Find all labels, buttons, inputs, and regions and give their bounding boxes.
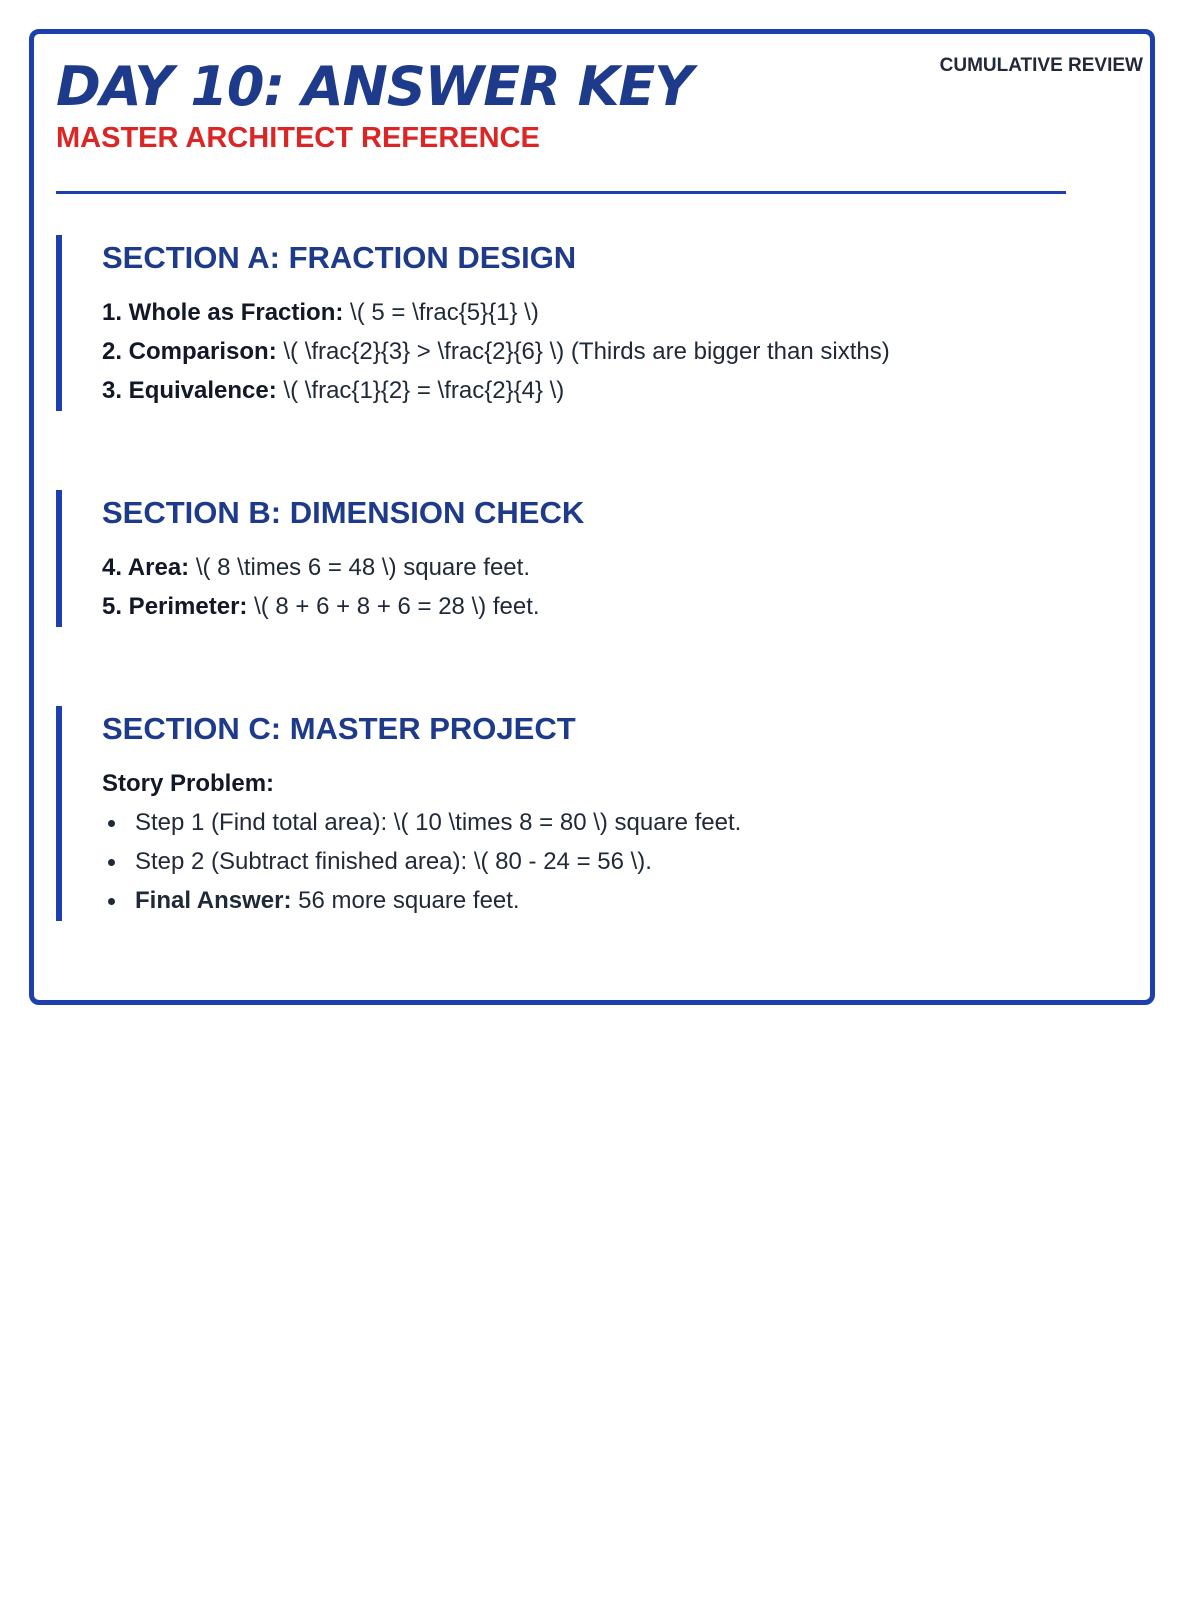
section-a (56, 235, 1066, 411)
page-title: DAY 10: ANSWER KEY (56, 55, 693, 118)
section-a-title: SECTION A: FRACTION DESIGN (102, 240, 577, 275)
step-2 (102, 842, 1066, 881)
bullet-dot-icon (108, 898, 115, 905)
story-problem-label-text: Story Problem: (102, 770, 275, 797)
answer-2-text: \( \frac{2}{3} > \frac{2}{6} \) (Thirds are bigger than sixths) (276, 338, 890, 365)
answer-4-label: 4. Area: (102, 554, 190, 581)
bullet-dot-icon (108, 859, 115, 866)
section-b (56, 490, 1066, 627)
answer-2-label: 2. Comparison: (102, 338, 277, 365)
page-header (56, 55, 1066, 155)
final-answer-label: Final Answer: (135, 887, 292, 914)
step-1-text: Step 1 (Find total area): \( 10 \times 8 = 80 \) square feet. (135, 809, 742, 836)
section-c (56, 706, 1066, 921)
bullet-dot-icon (108, 820, 115, 827)
answer-1 (102, 293, 1066, 332)
answer-3-text: \( \frac{1}{2} = \frac{2}{4} \) (276, 377, 565, 404)
answer-3-label: 3. Equivalence: (102, 377, 277, 404)
answer-1-label: 1. Whole as Fraction: (102, 299, 344, 326)
final-answer-text: 56 more square feet. (291, 887, 520, 914)
answer-4-text: \( 8 \times 6 = 48 \) square feet. (189, 554, 530, 581)
solution-steps (102, 803, 1066, 920)
answer-3 (102, 371, 1066, 410)
section-c-title: SECTION C: MASTER PROJECT (102, 711, 576, 746)
answer-5-label: 5. Perimeter: (102, 593, 248, 620)
header-divider (56, 191, 1066, 194)
final-answer (102, 881, 1066, 920)
answer-4 (102, 548, 1066, 587)
review-tag: CUMULATIVE REVIEW (939, 55, 1143, 76)
story-problem-label (102, 764, 1066, 803)
answer-2 (102, 332, 1066, 371)
answer-5-text: \( 8 + 6 + 8 + 6 = 28 \) feet. (247, 593, 540, 620)
step-2-text: Step 2 (Subtract finished area): \( 80 - 24 = 56 \). (135, 848, 652, 875)
page-subtitle: MASTER ARCHITECT REFERENCE (56, 122, 540, 154)
section-b-title: SECTION B: DIMENSION CHECK (102, 495, 585, 530)
answer-1-text: \( 5 = \frac{5}{1} \) (343, 299, 539, 326)
answer-5 (102, 587, 1066, 626)
step-1 (102, 803, 1066, 842)
